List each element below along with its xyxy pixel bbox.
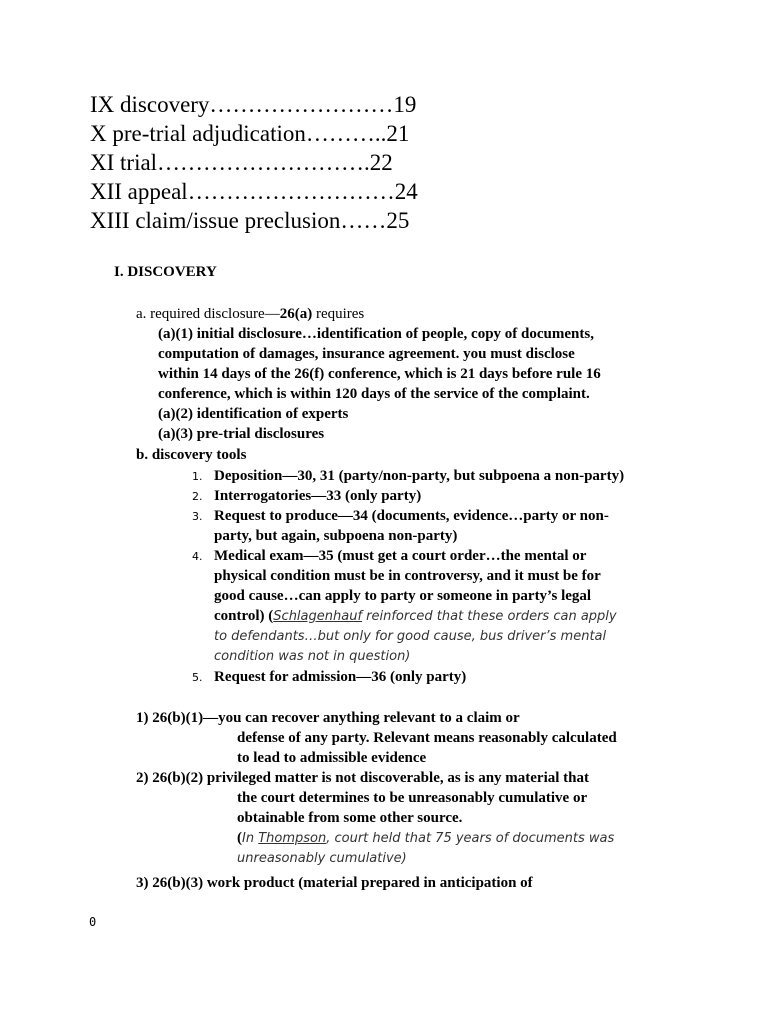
rule-ref: (a)(2) (158, 406, 193, 422)
page-number: 0 (89, 915, 97, 929)
scope-text: to lead to admissible evidence (237, 750, 427, 766)
list-item (192, 546, 624, 566)
tool-desc: (only party) (341, 488, 422, 504)
toc-entry-trial[interactable]: XI trial……………………….22 (90, 150, 393, 175)
scope-item-1 (136, 708, 520, 728)
toc-entry-pretrial[interactable]: X pre-trial adjudication………..21 (90, 121, 410, 146)
rule-ref: 30, 31 (297, 468, 335, 484)
rule-ref: 26(a) (279, 306, 313, 322)
toc-entry-appeal[interactable]: XII appeal………………………24 (90, 179, 418, 204)
case-note: , court held that 75 years of documents was (326, 831, 615, 846)
list-number: 2. (192, 490, 203, 503)
tool-name: Request to produce— (214, 508, 353, 524)
tool-desc: (must get a court order…the mental or (333, 548, 587, 564)
tool-name: Request for admission— (214, 669, 372, 685)
scope-text: privileged matter is not discoverable, as is any material that (203, 770, 590, 786)
rule-ref: 35 (318, 548, 334, 564)
toc-entry-discovery[interactable]: IX discovery……………………19 (90, 92, 417, 117)
case-note: In (242, 831, 259, 846)
rule-ref: (a)(3) (158, 426, 193, 442)
tool-desc-cont: good cause…can apply to party or someone in party’s legal (214, 588, 592, 604)
scope-item-1-cont (237, 728, 617, 768)
rule-ref: 26(b)(1) (152, 710, 204, 726)
scope-number: 1) (136, 710, 153, 726)
list-item (192, 667, 624, 687)
list-item (192, 486, 624, 506)
list-number: 1. (192, 470, 203, 483)
tool-desc: (party/non-party, but subpoena a non-party) (334, 468, 625, 484)
rule-ref: 36 (371, 669, 387, 685)
tool-name: Medical exam— (214, 548, 319, 564)
scope-number: 3) (136, 875, 153, 891)
scope-text: work product (material prepared in anticipation of (203, 875, 533, 891)
case-note: to defendants…but only for good cause, bus driver’s mental (214, 629, 607, 644)
paragraph-line: within 14 days of the 26(f) conference, which is 21 days before rule 16 (158, 366, 601, 382)
scope-text: defense of any party. Relevant means reasonably calculated (237, 730, 617, 746)
rule-ref: 26(b)(3) (152, 875, 204, 891)
case-name-thompson: Thompson (258, 831, 327, 846)
list-number: 5. (192, 671, 203, 684)
toc-entry-preclusion[interactable]: XIII claim/issue preclusion……25 (90, 208, 410, 233)
tool-desc: (only party) (386, 669, 467, 685)
tool-name: Deposition— (214, 468, 298, 484)
list-item (192, 506, 624, 526)
case-note: reinforced that these orders can apply (362, 609, 617, 624)
scope-text: —you can recover anything relevant to a claim or (203, 710, 520, 726)
section-heading: I. DISCOVERY (114, 264, 217, 280)
scope-item-2-cont (237, 788, 614, 869)
tools-list (192, 466, 625, 687)
rule-ref: 34 (352, 508, 368, 524)
list-item (192, 466, 625, 486)
tool-desc: (documents, evidence…party or non- (367, 508, 609, 524)
paragraph-line: pre-trial disclosures (192, 426, 325, 442)
tool-desc-cont: party, but again, subpoena non-party) (214, 528, 458, 544)
rule-ref: 33 (326, 488, 342, 504)
paragraph-line: identification of experts (192, 406, 349, 422)
list-number: 3. (192, 510, 203, 523)
scope-item-2 (136, 768, 589, 788)
rule-ref: (a)(1) (158, 326, 193, 342)
rule-ref: 26(b)(2) (152, 770, 204, 786)
paragraph-line: computation of damages, insurance agreement. you must disclose (158, 346, 575, 362)
case-note: condition was not in question) (214, 649, 411, 664)
tool-name: Interrogatories— (214, 488, 327, 504)
discovery-tools-label: b. discovery tools (136, 447, 247, 463)
scope-number: 2) (136, 770, 153, 786)
requires-text: requires (312, 306, 365, 322)
required-disclosure-label: a. required disclosure— (136, 306, 280, 322)
scope-item-3 (136, 873, 533, 893)
scope-text: the court determines to be unreasonably cumulative or (237, 790, 588, 806)
note-paren: ( (237, 830, 242, 846)
tool-desc-cont: physical condition must be in controversy, and it must be for (214, 568, 601, 584)
initial-disclosure-block (158, 324, 601, 444)
paragraph-line: initial disclosure…identification of people, copy of documents, (192, 326, 594, 342)
paragraph-line: conference, which is within 120 days of the service of the complaint. (158, 386, 590, 402)
case-note: unreasonably cumulative) (237, 851, 407, 866)
case-name-schlagenhauf: Schlagenhauf (273, 609, 363, 624)
tool-desc-cont: control) ( (214, 608, 274, 624)
required-disclosure-line (136, 304, 364, 324)
toc (90, 90, 418, 235)
list-number: 4. (192, 550, 203, 563)
scope-text: obtainable from some other source. (237, 810, 463, 826)
